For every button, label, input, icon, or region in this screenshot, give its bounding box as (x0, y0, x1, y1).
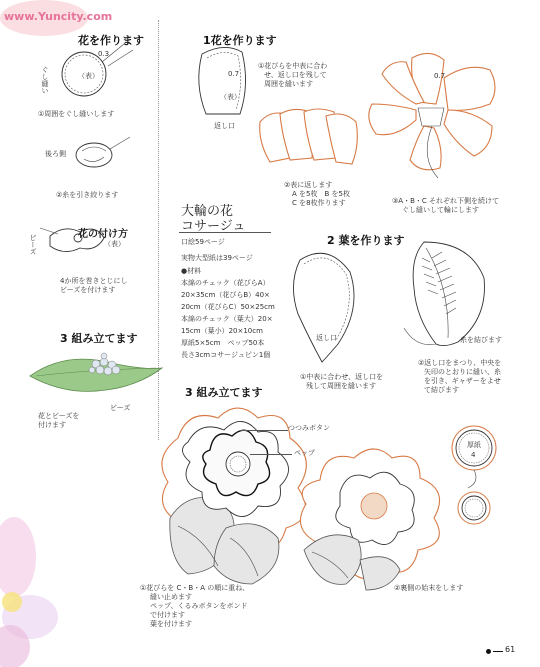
section3-step1-line4: で付けます (150, 611, 185, 619)
section2-step1-line2: 残して周囲を縫います (306, 382, 376, 390)
label-omote: （表） (78, 72, 99, 80)
label-ushiro: 後ろ側 (45, 150, 66, 158)
heading-assemble-left: 3 組み立てます (60, 332, 138, 345)
label-ito: 糸を結びます (460, 336, 502, 344)
section2-step2-line4: て結びます (424, 386, 459, 394)
label-kurumi-button: つつみボタン (288, 424, 330, 432)
heading-flower-part: 花を作ります (78, 34, 144, 47)
section2-step1-line1: ①中表に合わせ、返し口を (300, 373, 384, 381)
assemble-note-1: 花とビーズを (38, 412, 80, 420)
attach-note-1: 4か所を巻きとじにし (60, 277, 128, 285)
label-07b: 0.7 (434, 72, 446, 80)
section2-step2-line1: ②返し口をまつり、中央を (418, 359, 502, 367)
section3-step1-line5: 葉を付けます (150, 620, 192, 628)
section1-step3-line1: ③A・B・C それぞれ下側を続けて (392, 197, 499, 205)
section1-step1-line1: ①花びらを中表に合わ (258, 62, 328, 70)
section1-step2-line3: C を8枚作ります (292, 199, 346, 207)
assemble-note-2: 付けます (38, 421, 66, 429)
section1-step2-line2: A を5枚 B を5枚 (292, 190, 350, 198)
label-0-3: 0.3 (98, 50, 110, 58)
petals-ring-diagram (360, 48, 520, 178)
title-line-1: 大輪の花 (181, 204, 234, 219)
label-kaeshiguchi-2: 返し口 (316, 334, 337, 342)
label-07: 0.7 (228, 70, 240, 78)
left-step-2: ②糸を引き絞ります (56, 191, 119, 199)
title-line-2: コサージュ (181, 219, 246, 234)
section1-step2-line1: ②表に返します (284, 181, 333, 189)
label-four: 4 (471, 451, 476, 459)
pattern-page: 実物大型紙は39ページ (181, 254, 253, 262)
pulled-thread-diagram (60, 135, 150, 185)
green-leaf-with-beads (26, 346, 166, 406)
section3-step1-line2: 縫い止めます (150, 593, 192, 601)
section3-step1-line3: ペップ、くるみボタンをボンド (150, 602, 248, 610)
section3-step1-line1: ①花びらを C・B・A の順に重ね、 (140, 584, 250, 592)
materials-list: 本綿のチェック（花びらA） 20×35cm（花びらB）40× 20cm（花びらC）50×25cm 本綿のチェック（葉大）20× 15cm（葉小）20×10cm 厚紙5×5cm ペップ50本 長さ3cmコサージュピン1個 (181, 279, 275, 359)
label-kaeshiguchi-1: 返し口 (214, 122, 235, 130)
cardboard-circles-diagram (444, 422, 504, 532)
page-number: 61 (505, 645, 516, 654)
section2-step2-line3: を引き、ギャザーをよせ (424, 377, 501, 385)
petal-sewn-diagram (190, 44, 260, 134)
heading-section-1: 1花を作ります (203, 34, 277, 47)
watermark-text: www.Yuncity.com (4, 10, 113, 23)
left-step-1: ①周囲をぐし縫いします (38, 110, 115, 118)
petals-turned-diagram (256, 106, 366, 176)
title-underline (179, 232, 271, 233)
column-divider (158, 20, 159, 440)
section2-step2-line2: 矢印のとおりに縫い、糸 (424, 368, 501, 376)
label-beads: ビーズ (29, 234, 37, 255)
page-number-line (493, 651, 503, 652)
page-number-dot (486, 649, 491, 654)
label-gushi: ぐし縫い (41, 66, 49, 94)
pointer-lines (240, 430, 288, 431)
label-omote-1: （表） (220, 93, 241, 101)
section3-step2: ②裏側の始末をします (394, 584, 464, 592)
section1-step1-line2: せ、返し口を残して (264, 71, 327, 79)
section1-step1-line3: 周囲を縫います (264, 80, 313, 88)
label-atsugami: 厚紙 (467, 441, 481, 449)
label-beads2: ビーズ (110, 404, 131, 412)
kuchie-page: 口絵59ページ (181, 238, 225, 246)
section1-step3-line2: ぐし縫いして輪にします (402, 206, 479, 214)
pointer-lines-2 (250, 454, 292, 455)
label-omote2: （表） (104, 240, 125, 248)
decorative-flower-illustration (0, 507, 70, 667)
assembled-corsage-back (290, 440, 460, 590)
heading-attach: 花の付け方 (78, 229, 128, 240)
leaf-sewn-diagram (286, 244, 366, 364)
heading-section-3: 3 組み立てます (185, 386, 263, 399)
materials-label: ●材料 (181, 267, 202, 275)
attach-note-2: ビーズを付けます (60, 286, 116, 294)
label-pep: ペップ (294, 449, 315, 457)
heading-section-2: 2 葉を作ります (327, 234, 405, 247)
